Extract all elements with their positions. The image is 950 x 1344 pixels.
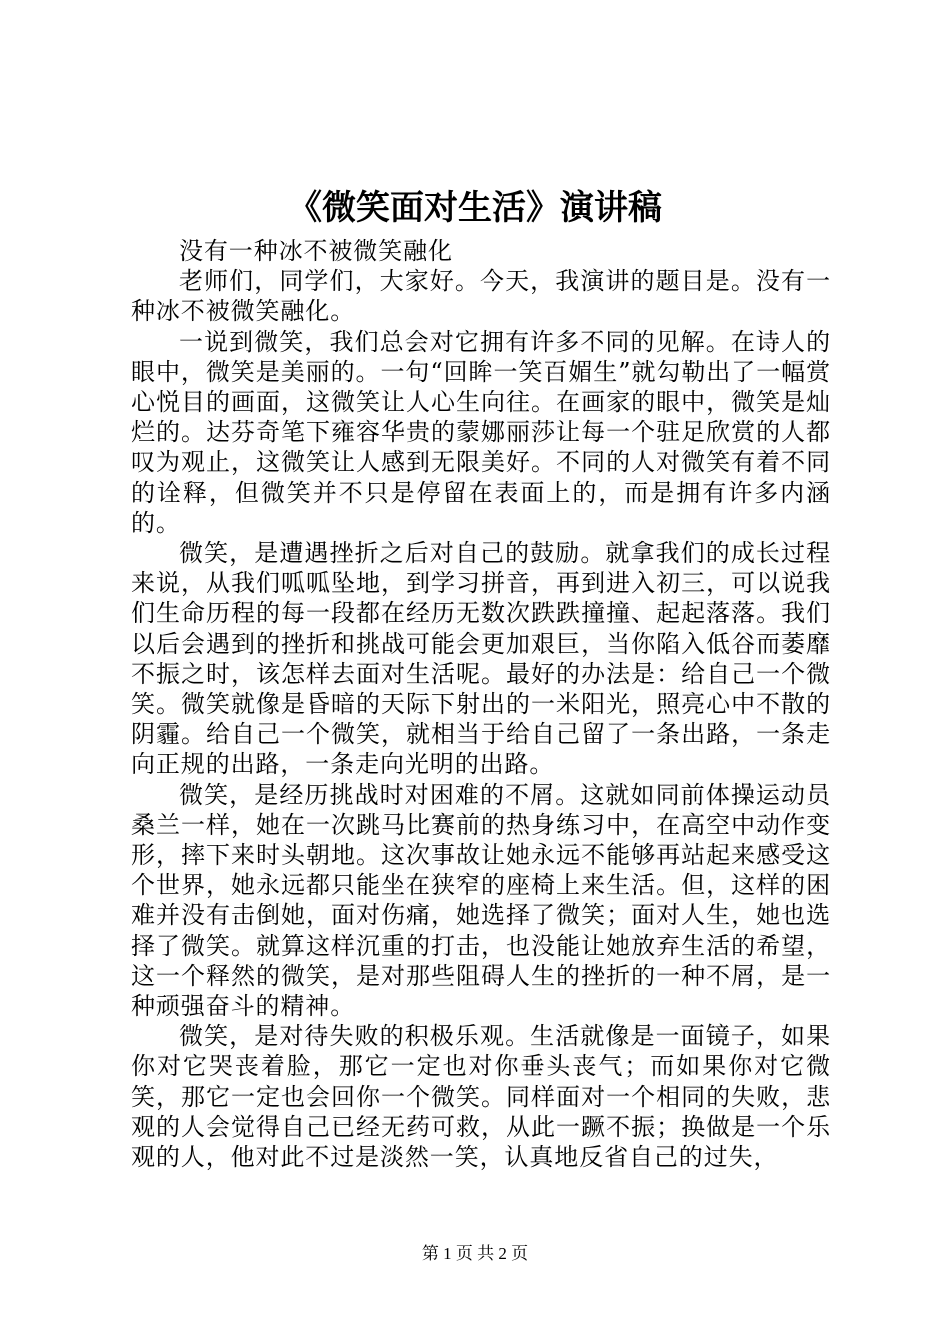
body-paragraph: 微笑，是遭遇挫折之后对自己的鼓励。就拿我们的成长过程来说，从我们呱呱坠地，到学习拼音，再到进入初三，可以说我们生命历程的每一段都在经历无数次跌跌撞撞、起起落落。我们以后会遇到的挫折和挑战可能会更加艰巨，当你陷入低谷而萎靡不振之时，该怎样去面对生活呢。最好的办法是：给自己一个微笑。微笑就像是昏暗的天际下射出的一米阳光，照亮心中不散的阴霾。给自己一个微笑，就相当于给自己留了一条出路，一条走向正规的出路，一条走向光明的出路。 <box>131 539 831 779</box>
body-paragraph: 微笑，是对待失败的积极乐观。生活就像是一面镜子，如果你对它哭丧着脸，那它一定也对你垂头丧气；而如果你对它微笑，那它一定也会回你一个微笑。同样面对一个相同的失败，悲观的人会觉得自己已经无药可救，从此一蹶不振；换做是一个乐观的人，他对此不过是淡然一笑，认真地反省自己的过失， <box>131 1022 831 1172</box>
document-body <box>131 236 831 1172</box>
body-paragraph: 一说到微笑，我们总会对它拥有许多不同的见解。在诗人的眼中，微笑是美丽的。一句“回眸一笑百媚生”就勾勒出了一幅赏心悦目的画面，这微笑让人心生向往。在画家的眼中，微笑是灿烂的。达芬奇笔下雍容华贵的蒙娜丽莎让每一个驻足欣赏的人都叹为观止，这微笑让人感到无限美好。不同的人对微笑有着不同的诠释，但微笑并不只是停留在表面上的，而是拥有许多内涵的。 <box>131 327 831 537</box>
subtitle-paragraph: 没有一种冰不被微笑融化 <box>179 237 453 265</box>
page-footer: 第 1 页 共 2 页 <box>421 1244 529 1263</box>
body-paragraph: 微笑，是经历挑战时对困难的不屑。这就如同前体操运动员桑兰一样，她在一次跳马比赛前的热身练习中，在高空中动作变形，摔下来时头朝地。这次事故让她永远不能够再站起来感受这个世界，她永远都只能坐在狭窄的座椅上来生活。但，这样的困难并没有击倒她，面对伤痛，她选择了微笑；面对人生，她也选择了微笑。就算这样沉重的打击，也没能让她放弃生活的希望，这一个释然的微笑，是对那些阻碍人生的挫折的一种不屑，是一种顽强奋斗的精神。 <box>131 780 831 1021</box>
greeting-paragraph: 老师们，同学们，大家好。今天，我演讲的题目是。没有一种冰不被微笑融化。 <box>131 267 831 326</box>
document-title: 《微笑面对生活》演讲稿 <box>288 188 662 228</box>
